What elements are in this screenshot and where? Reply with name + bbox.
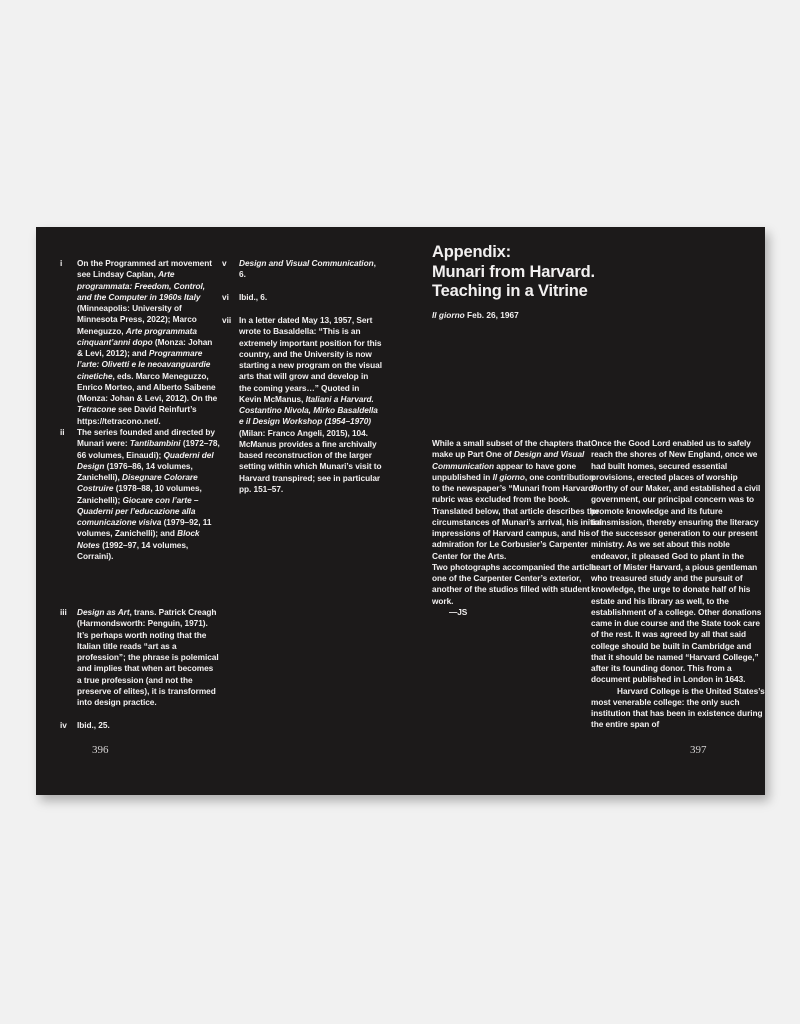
title-line: Appendix: [432,243,511,261]
editor-signature: —JS [449,606,468,617]
endnote-text: Ibid., 25. [77,720,110,730]
endnote-v [222,258,382,281]
endnote-ii [60,427,220,562]
source-dateline: Il giorno Feb. 26, 1967 [432,310,519,320]
book-spread [36,227,765,795]
endnote-marker: ii [60,427,65,437]
endnote-marker: iii [60,607,67,617]
page-number-left: 396 [92,744,109,756]
endnote-vi [222,292,382,303]
endnote-text: Ibid., 6. [239,292,268,302]
endnote-iii [60,607,220,708]
article-paragraph: Harvard College is the United States’s most venerable college: the only such institution that has been in existence during the entire span of [591,685,765,730]
title-line: Teaching in a Vitrine [432,282,588,300]
endnote-i [60,258,220,427]
endnote-text: The series founded and directed by Munari were: Tantibambini (1972–78, 66 volumes, Einaudi); Quaderni del Design (1976–86, 14 volumes, Zanichelli), Disegnare Colorare Costruire (1978–88, 10 volumes, Zanichelli); Giocare con l’arte – Quaderni per l’educazione alla comunicazione visiva (1979–92, 11 volumes, Zanichelli); and Block Notes (1992–97, 14 volumes, Corraini). [77,427,220,561]
endnote-text: On the Programmed art movement see Lindsay Caplan, Arte programmata: Freedom, Control, and the Computer in 1960s Italy (Minneapolis: University of Minnesota Press, 2022); Marco Meneguzzo, Arte programmata cinquant’anni dopo (Monza: Johan & Levi, 2012); and Programmare l’arte: Olivetti e le neoavanguardie cinetiche, eds. Marco Meneguzzo, Enrico Morteo, and Alberto Saibene (Monza: Johan & Levi, 2012). On the Tetracone see David Reinfurt’s https://tetracono.net/. [77,258,218,426]
endnote-text: In a letter dated May 13, 1957, Sert wrote to Basaldella: “This is an extremely important position for this country, and the University is now starting a new program on the visual arts that will grow and develop in the coming years…” Quoted in Kevin McManus, Italiani a Harvard. Costantino Nivola, Mirko Basaldella e il Design Workshop (1954–1970) (Milan: Franco Angeli, 2015), 104. McManus provides a fine archivally based reconstruction of the larger setting within which Munari’s visit to Harvard transpired; see in particular pp. 151–57. [239,315,382,494]
endnote-iv [60,720,220,731]
title-line: Munari from Harvard. [432,262,595,281]
endnote-marker: vii [222,315,232,325]
endnote-marker: vi [222,292,229,302]
endnote-marker: i [60,258,63,268]
endnote-text: Design and Visual Communication, 6. [239,258,376,280]
intro-paragraph: While a small subset of the chapters that make up Part One of Design and Visual Communication appear to have gone unpublished in Il giorno, one contribution to the newspaper’s “Munari from Harvard” rubric was excluded from the book. Translated below, that article describes the circumstances of Munari’s arrival, his initial impressions of Harvard campus, and his admiration for Le Corbusier’s Carpenter Center for the Arts. Two photographs accompanied the article: one of the Carpenter Center’s exterior, another of the studios filled with student work. [432,438,602,606]
endnote-marker: iv [60,720,67,730]
appendix-title [432,243,595,302]
article-paragraph: Once the Good Lord enabled us to safely reach the shores of New England, once we had built homes, secured essential provisions, erected places of worship worthy of our Maker, and established a civil government, our principal concern was to promote knowledge and its future transmission, thereby ensuring the literacy of the successor generation to our present ministry. As we set about this noble endeavor, it pleased God to plant in the heart of Mister Harvard, a pious gentleman who treasured study and the pursuit of knowledge, the urge to donate half of his estate and his library as well, to the establishment of a college. Other donations came in due course and the State took care of the rest. It was agreed by all that said college should be built in Cambridge and that it should be named “Harvard College,” after its founding donor. This from a document published in London in 1643. [591,438,762,685]
page-number-right: 397 [690,744,707,756]
endnote-vii [222,315,382,495]
article-text [591,438,766,731]
endnote-text: Design as Art, trans. Patrick Creagh (Harmondsworth: Penguin, 1971). It’s perhaps worth noting that the Italian title reads “art as a profession”; the phrase is polemical and implies that when art becomes a true profession (and not the preserve of elites), it is transformed into design practice. [77,607,219,707]
editor-intro [432,438,602,618]
endnote-marker: v [222,258,227,268]
